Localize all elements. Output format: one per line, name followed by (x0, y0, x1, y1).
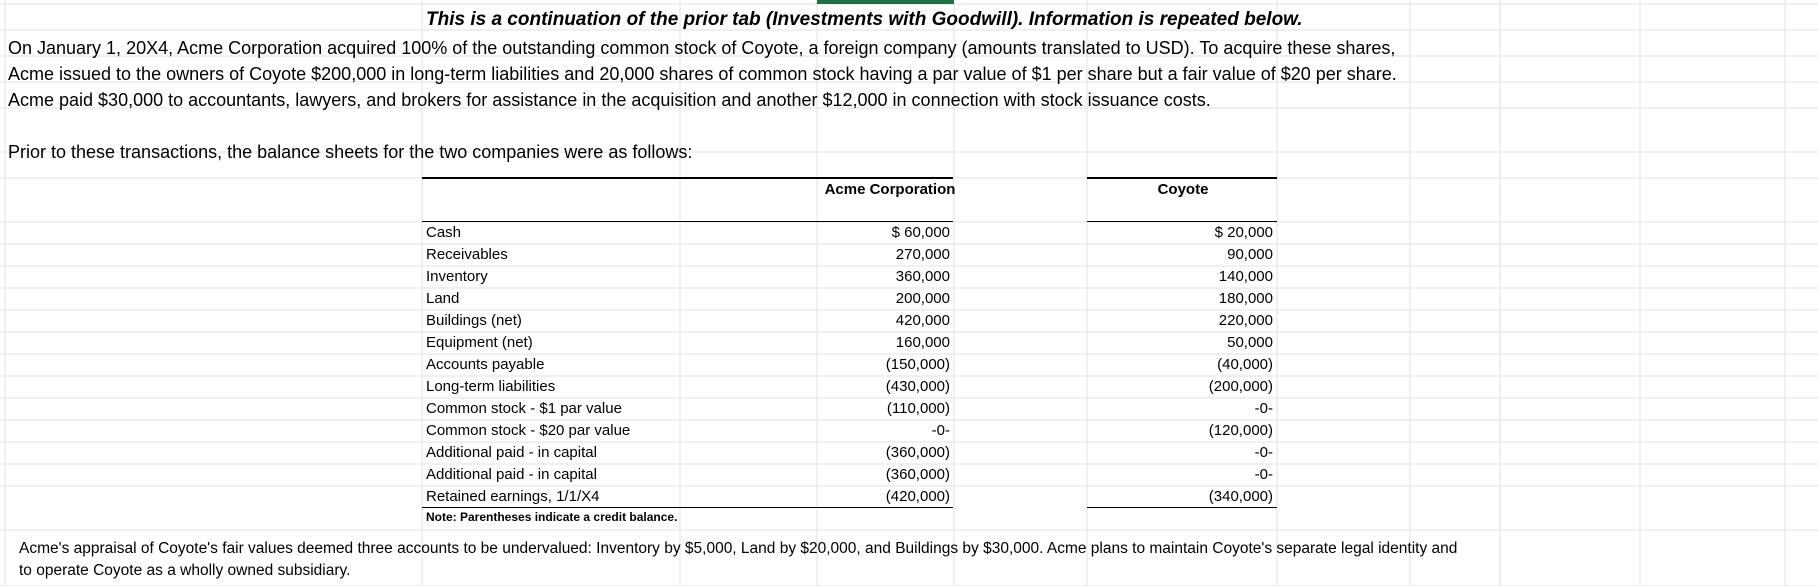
row-label: Accounts payable (426, 356, 545, 373)
acme-value: (430,000) (885, 378, 950, 395)
acme-value: (420,000) (885, 488, 950, 505)
coyote-value: 220,000 (1218, 312, 1273, 329)
row-label: Additional paid - in capital (426, 444, 597, 461)
continuation-title: This is a continuation of the prior tab (Investments with Goodwill). Information is repeated below. (426, 9, 1303, 30)
acme-value: 270,000 (895, 246, 950, 263)
row-label: Receivables (426, 246, 508, 263)
coyote-value: (340,000) (1208, 488, 1273, 505)
table-bottom-border (1087, 507, 1277, 508)
row-label: Common stock - $1 par value (426, 400, 622, 417)
row-label: Inventory (426, 268, 488, 285)
coyote-value: -0- (1254, 400, 1273, 417)
acme-value: (360,000) (885, 444, 950, 461)
footer-line: Acme's appraisal of Coyote's fair values deemed three accounts to be undervalued: Inventory by $5,000, Land by $20,000, and Buildings by $30,000. Acme plans to maintain Coyote's separate legal identity and (19, 540, 1458, 557)
row-label: Common stock - $20 par value (426, 422, 631, 439)
coyote-value: $ 20,000 (1214, 224, 1273, 241)
acme-value: $ 60,000 (891, 224, 950, 241)
acme-value: (150,000) (885, 356, 950, 373)
acme-value: (110,000) (886, 400, 950, 417)
header-bottom-border (422, 221, 953, 222)
coyote-value: (200,000) (1208, 378, 1273, 395)
acme-value: 160,000 (895, 334, 950, 351)
table-top-border (1087, 177, 1277, 179)
coyote-value: 180,000 (1218, 290, 1273, 307)
acme-value: 200,000 (895, 290, 950, 307)
coyote-value: (40,000) (1217, 356, 1273, 373)
selected-column-indicator (817, 0, 954, 4)
intro-line: Acme paid $30,000 to accountants, lawyers, and brokers for assistance in the acquisition and another $12,000 in connection with stock issuance costs. (8, 90, 1211, 110)
header-coyote: Coyote (1157, 181, 1209, 198)
coyote-value: -0- (1254, 444, 1273, 461)
intro-line: Acme issued to the owners of Coyote $200,000 in long-term liabilities and 20,000 shares of common stock having a par value of $1 per share but a fair value of $20 per share. (8, 64, 1397, 84)
table-bottom-border (422, 507, 953, 508)
acme-value: -0- (931, 422, 950, 439)
acme-value: 360,000 (895, 268, 950, 285)
table-top-border (422, 177, 953, 179)
row-label: Retained earnings, 1/1/X4 (426, 488, 600, 505)
credit-note: Note: Parentheses indicate a credit balance. (426, 510, 678, 524)
acme-value: (360,000) (885, 466, 950, 483)
coyote-value: -0- (1254, 466, 1273, 483)
row-label: Land (426, 290, 460, 307)
row-label: Long-term liabilities (426, 378, 556, 395)
coyote-value: 90,000 (1227, 246, 1273, 263)
prior-balance-text: Prior to these transactions, the balance sheets for the two companies were as follows: (8, 142, 693, 162)
row-label: Buildings (net) (426, 312, 522, 329)
footer-line: to operate Coyote as a wholly owned subsidiary. (19, 562, 351, 579)
header-acme: Acme Corporation (824, 181, 956, 198)
coyote-value: 50,000 (1227, 334, 1273, 351)
intro-line: On January 1, 20X4, Acme Corporation acquired 100% of the outstanding common stock of Coyote, a foreign company (amounts translated to USD). To acquire these shares, (8, 38, 1396, 58)
coyote-value: 140,000 (1218, 268, 1273, 285)
acme-value: 420,000 (895, 312, 950, 329)
row-label: Equipment (net) (426, 334, 533, 351)
header-bottom-border (1087, 221, 1277, 222)
coyote-value: (120,000) (1208, 422, 1273, 439)
row-label: Cash (426, 224, 462, 241)
row-label: Additional paid - in capital (426, 466, 597, 483)
